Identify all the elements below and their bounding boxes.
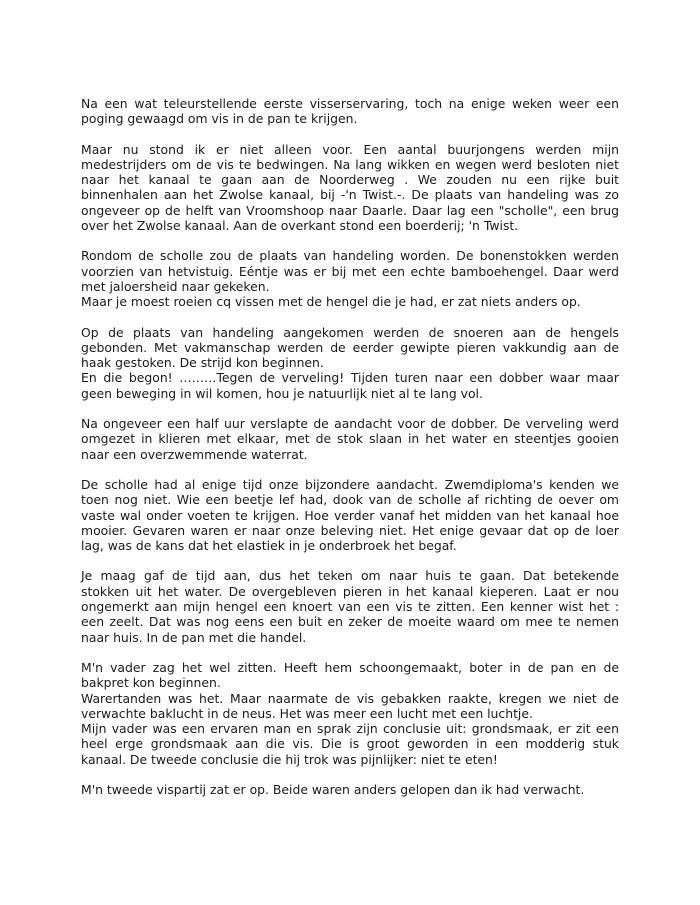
- paragraph: [81, 568, 619, 644]
- text-line: haak gestoken. De strijd kon beginnen.: [81, 355, 324, 371]
- text-line: binnenhalen aan het Zwolse kanaal, bij -'n Twist.-. De plaats van handeling was zo: [81, 187, 619, 203]
- paragraph: [81, 477, 619, 553]
- text-line: verwachte baklucht in de neus. Het was meer een lucht met een luchtje.: [81, 705, 533, 721]
- document-page: [81, 96, 619, 812]
- text-line: voorzien van hetvistuig. Eéntje was er bij met een echte bamboehengel. Daar werd: [81, 263, 619, 279]
- text-line: M'n tweede vispartij zat er op. Beide waren anders gelopen dan ik had verwacht.: [81, 781, 585, 797]
- text-line: poging gewaagd om vis in de pan te krijgen.: [81, 111, 358, 127]
- paragraph: [81, 325, 619, 401]
- paragraph: [81, 96, 619, 127]
- text-line: kanaal. De tweede conclusie die hij trok was pijnlijker: niet te eten!: [81, 751, 498, 767]
- text-line: De scholle had al enige tijd onze bijzondere aandacht. Zwemdiploma's kenden we: [81, 476, 619, 492]
- paragraph: [81, 416, 619, 462]
- text-line: naar huis. In de pan met die handel.: [81, 629, 307, 645]
- text-line: ongemerkt aan mijn hengel een knoert van een vis te zitten. Een kenner wist het :: [81, 599, 619, 615]
- text-line: een zeelt. Dat was nog eens een buit en zeker de moeite waard om mee te nemen: [81, 614, 619, 630]
- paragraph: [81, 248, 619, 309]
- text-line: naar een overzwemmende waterrat.: [81, 446, 308, 462]
- text-line: over het Zwolse kanaal. Aan de overkant stond een boerderij; 'n Twist.: [81, 218, 519, 234]
- paragraph: [81, 660, 619, 767]
- text-line: Warertanden was het. Maar naarmate de vis gebakken raakte, kregen we niet de: [81, 690, 619, 706]
- text-line: medestrijders om de vis te bedwingen. Na lang wikken en wegen werd besloten niet: [81, 156, 619, 172]
- text-line: toen nog niet. Wie een beetje lef had, dook van de scholle af richting de oever om: [81, 492, 619, 508]
- text-line: gebonden. Met vakmanschap werden de eerder gewipte pieren vakkundig aan de: [81, 339, 619, 355]
- text-line: mooier. Gevaren waren er naar onze beleving niet. Het enige gevaar dat op de loer: [81, 522, 619, 538]
- text-line: Maar je moest roeien cq vissen met de hengel die je had, er zat niets anders op.: [81, 294, 581, 310]
- text-line: Rondom de scholle zou de plaats van handeling worden. De bonenstokken werden: [81, 248, 619, 264]
- text-line: bakpret kon beginnen.: [81, 675, 221, 691]
- text-line: Mijn vader was een ervaren man en sprak zijn conclusie uit: grondsmaak, er zit een: [81, 721, 619, 737]
- text-line: omgezet in klieren met elkaar, met de stok slaan in het water en steentjes gooien: [81, 431, 619, 447]
- text-line: heel erge grondsmaak aan die vis. Die is groot geworden in een modderig stuk: [81, 736, 619, 752]
- text-line: Je maag gaf de tijd aan, dus het teken om naar huis te gaan. Dat betekende: [81, 568, 619, 584]
- paragraph: [81, 142, 619, 234]
- text-line: En die begon! ………Tegen de verveling! Tijden turen naar een dobber waar maar: [81, 370, 619, 386]
- text-line: stokken uit het water. De overgebleven pieren in het kanaal kieperen. Laat er nou: [81, 583, 619, 599]
- text-line: vaste wal onder voeten te krijgen. Hoe verder vanaf het midden van het kanaal hoe: [81, 507, 619, 523]
- text-line: met jaloersheid naar gekeken.: [81, 278, 270, 294]
- paragraph: [81, 782, 619, 797]
- text-line: Op de plaats van handeling aangekomen werden de snoeren aan de hengels: [81, 324, 619, 340]
- text-line: M'n vader zag het wel zitten. Heeft hem schoongemaakt, boter in de pan en de: [81, 659, 619, 675]
- text-line: naar het kanaal te gaan aan de Noorderweg . We zouden nu een rijke buit: [81, 172, 619, 188]
- text-line: lag, was de kans dat het elastiek in je onderbroek het begaf.: [81, 538, 457, 554]
- text-line: Maar nu stond ik er niet alleen voor. Een aantal buurjongens werden mijn: [81, 141, 619, 157]
- text-line: ongeveer op de helft van Vroomshoop naar Daarle. Daar lag een "scholle", een brug: [81, 202, 619, 218]
- text-line: Na ongeveer een half uur verslapte de aandacht voor de dobber. De verveling werd: [81, 416, 619, 432]
- text-line: Na een wat teleurstellende eerste visserservaring, toch na enige weken weer een: [81, 96, 619, 111]
- text-line: geen beweging in wil komen, hou je natuurlijk niet al te lang vol.: [81, 385, 483, 401]
